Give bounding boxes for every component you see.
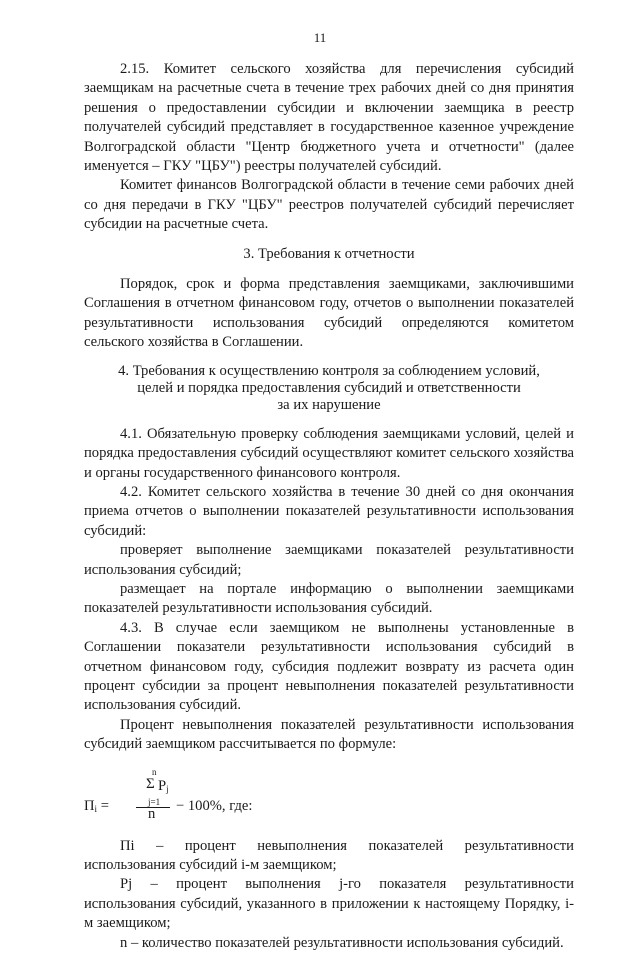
paragraph-4-3: 4.3. В случае если заемщиком не выполнены установленные в Соглашении показатели результативности использования субсидий в отчетном финансовом году, субсидия подлежит возврату из расчета один процент субсидии за процент невыполнения показателей результативности использования субсидий. (84, 619, 574, 714)
paragraph-formula-intro: Процент невыполнения показателей результативности использования субсидий заемщиком рассчитывается по формуле: (84, 716, 574, 753)
formula-denominator: n (148, 805, 156, 822)
paragraph-publish: размещает на портале информацию о выполнении заемщиками показателей результативности использования субсидий. (84, 580, 574, 617)
section-4-heading-line: за их нарушение (277, 396, 381, 413)
formula-sum-lower: j=1 (148, 796, 161, 807)
document-body (84, 60, 574, 953)
paragraph-4-1: 4.1. Обязательную проверку соблюдения заемщиками условий, целей и порядка предоставления субсидий осуществляют комитет сельского хозяйства и органы государственного финансового контроля. (84, 425, 574, 481)
paragraph-2-15: 2.15. Комитет сельского хозяйства для перечисления субсидий заемщикам на расчетные счета в течение трех рабочих дней со дня принятия решения о предоставлении субсидии и включении заемщика в реестр получателей субсидий представляет в государственное казенное учреждение Волгоградской области "Центр бюджетного учета и отчетности" (далее именуется – ГКУ "ЦБУ") реестры получателей субсидий. (84, 61, 574, 175)
definition-pj: Pj – процент выполнения j-го показателя результативности использования субсидий, указанного в приложении к настоящему Порядку, i-м заемщиком; (84, 876, 574, 932)
formula-sigma: Σ (146, 775, 155, 792)
section-4-heading-line: 4. Требования к осуществлению контроля за соблюдением условий, (118, 362, 540, 379)
paragraph-finance-committee: Комитет финансов Волгоградской области в течение семи рабочих дней со дня передачи в ГКУ "ЦБУ" реестров получателей субсидий перечисляет субсидии на расчетные счета. (84, 177, 574, 233)
formula-pj: $P_j$ (158, 777, 169, 794)
definition-pi: Пi – процент невыполнения показателей результативности использования субсидий i-м заемщиком; (84, 837, 574, 873)
paragraph-4-2: 4.2. Комитет сельского хозяйства в течение 30 дней со дня окончания приема отчетов о выполнении показателей результативности использования субсидий: (84, 483, 574, 539)
paragraph-check: проверяет выполнение заемщиками показателей результативности использования субсидий; (84, 542, 574, 578)
definition-n: n – количество показателей результативности использования субсидий. (120, 934, 564, 951)
formula-tail: − 100%, где: (176, 797, 253, 814)
paragraph-reporting: Порядок, срок и форма представления заемщиками, заключившими Соглашения в отчетном финансовом году, отчетов о выполнении показателей результативности использования субсидий определяются комитетом сельского хозяйства в Соглашении. (84, 276, 574, 351)
formula-sum-upper: n (152, 766, 157, 777)
section-3-heading: 3. Требования к отчетности (243, 245, 415, 262)
formula (84, 761, 574, 831)
formula-pi: $П_i$ = (84, 797, 109, 814)
section-4-heading-line: целей и порядка предоставления субсидий и ответственности (137, 379, 521, 396)
page-number: 11 (313, 30, 327, 45)
section-4-heading (84, 363, 574, 414)
